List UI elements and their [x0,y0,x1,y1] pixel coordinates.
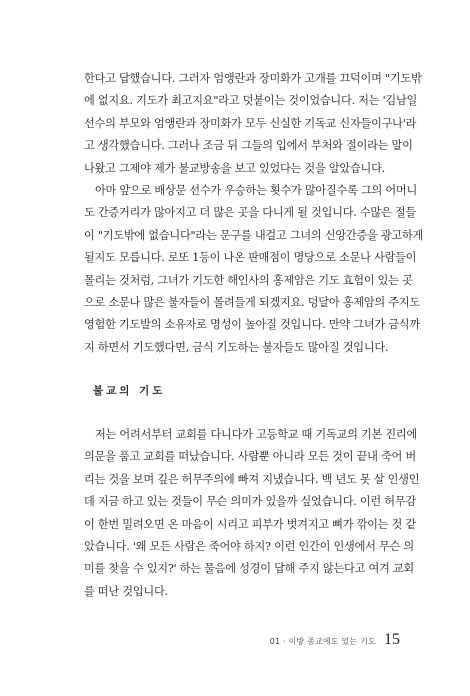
text-line: 의문을 품고 교회를 떠났습니다. 사람뿐 아니라 모든 것이 끝내 죽어 버 [84,450,416,464]
text-line: 몰리는 것처럼, 그녀가 기도한 해인사의 홍제암은 기도 효험이 있는 곳 [84,273,413,287]
text-line: 영험한 기도발의 소유자로 명성이 높아질 것입니다. 만약 그녀가 금식까 [84,318,420,332]
text-line: 한다고 답했습니다. 그러자 엄앵란과 장미화가 고개를 끄덕이며 "기도밖 [84,72,422,85]
page-footer [270,631,400,649]
text-line: 리는 것을 보며 깊은 허무주의에 빠져 지냈습니다. 백 년도 못 살 인생인 [84,472,420,486]
text-line: 지 하면서 기도했다면, 금식 기도하는 불자들도 많아질 것입니다. [84,340,389,354]
text-line: 미를 찾을 수 있지?' 하는 물음에 성경이 답해 주지 않는다고 여겨 교회 [84,562,414,576]
text-line: 저는 어려서부터 교회를 다니다가 고등학교 때 기독교의 기본 진리에 [95,428,418,441]
body-text-top [84,68,424,359]
text-line: 으로 소문나 많은 불자들이 몰려들게 되겠지요. 덩달아 홍제암의 주지도 [84,295,420,309]
text-line: 고 생각했습니다. 그러나 조금 뒤 그들의 입에서 부처와 절이라는 말이 [84,139,413,153]
text-line: 를 떠난 것입니다. [84,584,168,598]
section-heading: 불교의 기도 [93,385,166,397]
body-text-bottom [84,424,420,603]
text-line: 에 없지요. 기도가 최고지요"라고 덧붙이는 것이었습니다. 저는 '김남일 [84,94,418,108]
text-line: 도 간증거리가 많아지고 더 많은 곳을 다니게 될 것입니다. 수많은 절들 [84,206,416,220]
page-number: 15 [384,631,400,648]
running-head: 01 · 이방 종교에도 있는 기도 [269,637,376,646]
text-line: 이 한번 밀려오면 온 마음이 시리고 피부가 벗겨지고 뼈가 깎이는 것 같 [84,517,416,531]
text-line: 아마 앞으로 배상문 선수가 우승하는 횟수가 많아질수록 그의 어머니 [95,183,418,197]
text-line: 나왔고 그제야 제가 불교방송을 보고 있었다는 것을 알았습니다. [84,161,385,175]
text-line: 될지도 모릅니다. 로또 1등이 나온 판매점이 명당으로 소문나 사람들이 [84,251,417,265]
text-line: 선수의 부모와 엄앵란과 장미화가 모두 신실한 기독교 신자들이구나'라 [84,116,417,130]
text-line: 았습니다. '왜 모든 사람은 죽어야 하지? 이런 인간이 인생에서 무슨 의 [84,539,414,553]
text-line: 이 "기도밖에 없습니다"라는 문구를 내걸고 그녀의 신앙간증을 광고하게 [84,228,424,242]
text-line: 데 지금 하고 있는 것들이 무슨 의미가 있을까 싶었습니다. 이런 허무감 [84,495,416,509]
